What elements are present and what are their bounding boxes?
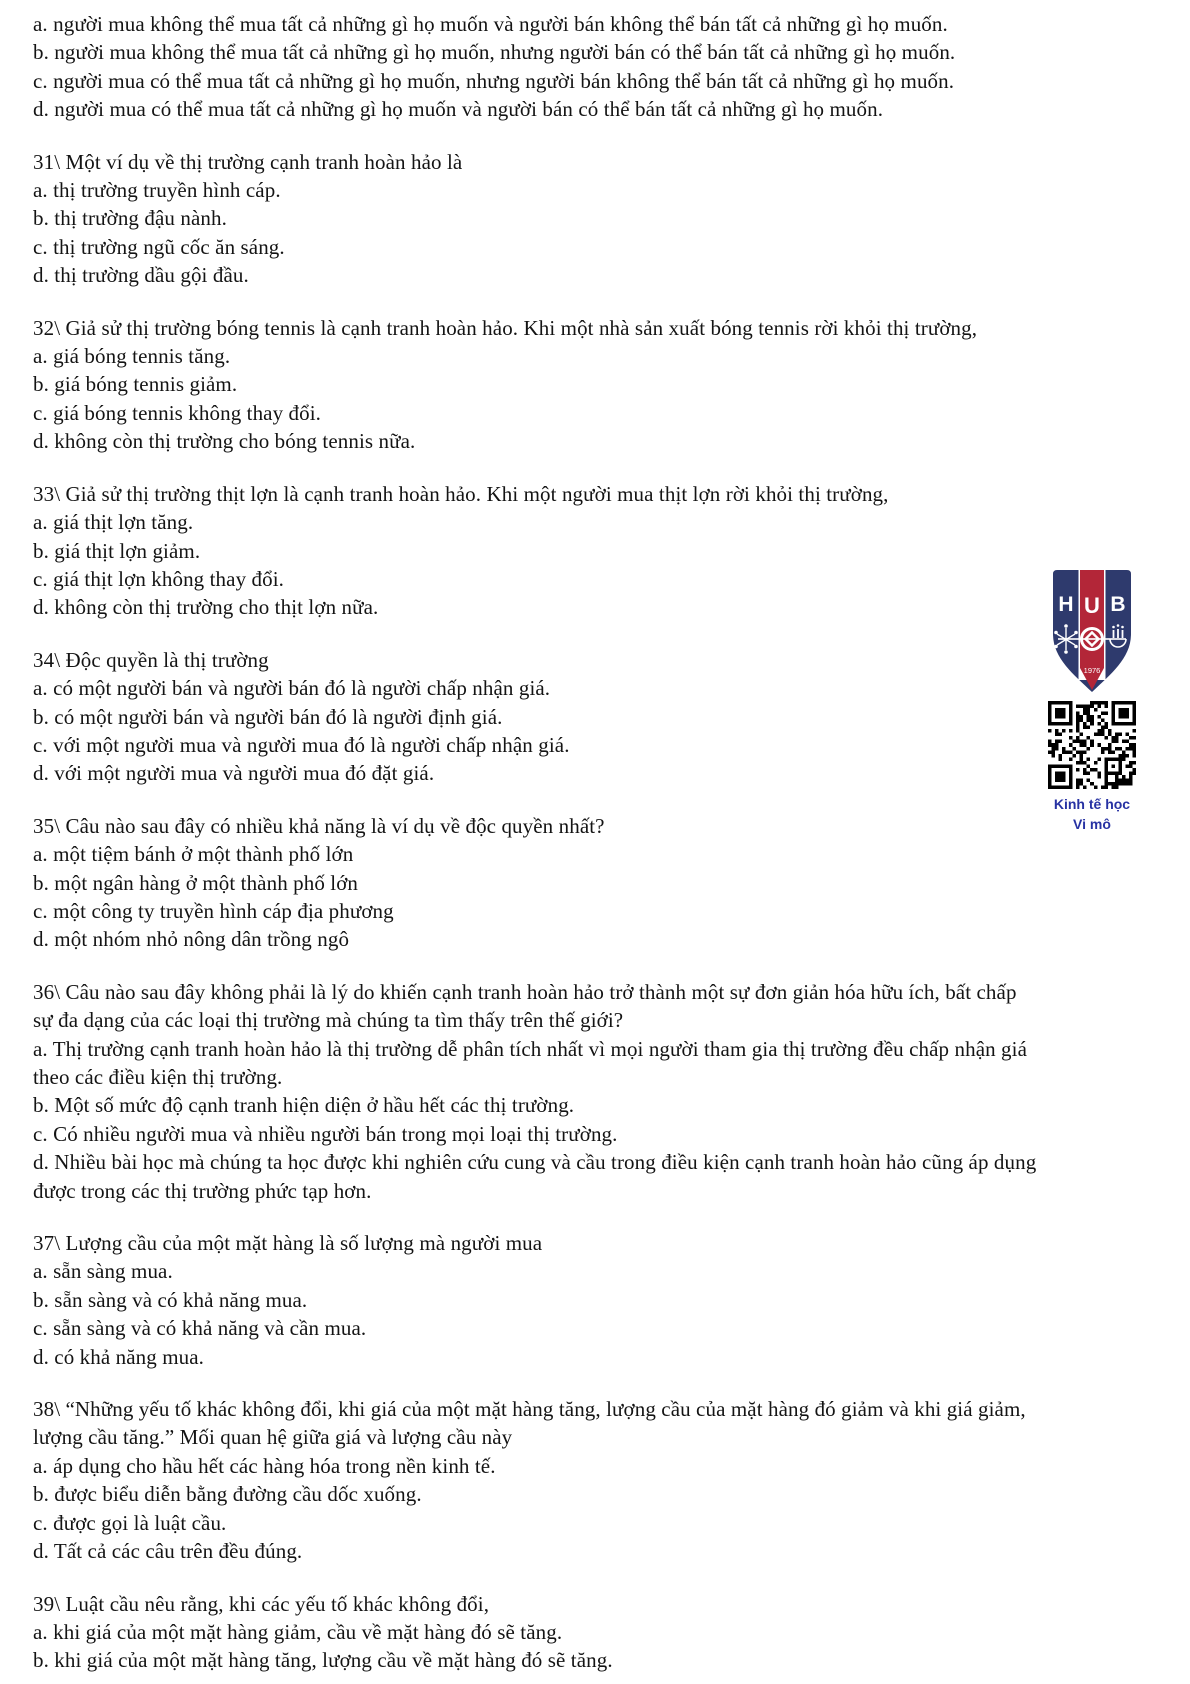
text-line: c. một công ty truyền hình cáp địa phương [33,898,394,923]
text-line: 32\ Giả sử thị trường bóng tennis là cạnh tranh hoàn hảo. Khi một nhà sản xuất bóng tennis rời khỏi thị trường, [33,315,978,340]
question-37 [33,1229,1189,1371]
text-line: theo các điều kiện thị trường. [33,1065,283,1089]
text-line: 33\ Giả sử thị trường thịt lợn là cạnh tranh hoàn hảo. Khi một người mua thịt lợn rời khỏi thị trường, [33,481,889,506]
text-line: a. áp dụng cho hầu hết các hàng hóa trong nền kinh tế. [33,1453,496,1478]
qr-code-icon [1048,701,1136,789]
qr-code [1048,701,1136,789]
text-column [33,10,1189,1675]
text-line: d. có khả năng mua. [33,1344,205,1369]
text-line: a. người mua không thể mua tất cả những gì họ muốn và người bán không thể bán tất cả những gì họ muốn. [33,12,948,36]
question-39 [33,1590,1189,1675]
text-line: d. người mua có thể mua tất cả những gì họ muốn và người bán có thể bán tất cả những gì họ muốn. [33,97,884,122]
text-line: 34\ Độc quyền là thị trường [33,647,269,672]
text-line: b. có một người bán và người bán đó là người định giá. [33,704,503,729]
text-line: b. một ngân hàng ở một thành phố lớn [33,870,359,895]
hub-shield-icon [1051,566,1133,694]
text-line: a. giá thịt lợn tăng. [33,510,194,535]
text-line: a. một tiệm bánh ở một thành phố lớn [33,842,354,867]
text-line: a. sẵn sàng mua. [33,1259,173,1284]
text-line: 38\ “Những yếu tố khác không đổi, khi giá của một mặt hàng tăng, lượng cầu của mặt hàng đó giảm và khi giá giảm, [33,1397,1026,1422]
text-line: c. với một người mua và người mua đó là người chấp nhận giá. [33,732,570,757]
text-line: b. người mua không thể mua tất cả những gì họ muốn, nhưng người bán có thể bán tất cả những gì họ muốn. [33,40,956,65]
text-line: b. khi giá của một mặt hàng tăng, lượng cầu về mặt hàng đó sẽ tăng. [33,1648,613,1673]
question-31 [33,148,1189,290]
text-line: c. được gọi là luật cầu. [33,1510,227,1535]
text-line: b. được biểu diễn bằng đường cầu dốc xuống. [33,1482,422,1507]
text-line: c. giá thịt lợn không thay đổi. [33,566,285,591]
question-38 [33,1395,1189,1565]
text-line: c. sẵn sàng và có khả năng và cần mua. [33,1316,367,1341]
text-line: 31\ Một ví dụ về thị trường cạnh tranh hoàn hảo là [33,149,463,174]
question-34 [33,646,1189,788]
hub-logo [1051,566,1133,694]
logo-letter-u: U [1084,593,1100,618]
branding-block [1038,566,1146,834]
text-line: lượng cầu tăng.” Mối quan hệ giữa giá và lượng cầu này [33,1425,513,1450]
text-line: sự đa dạng của các loại thị trường mà chúng ta tìm thấy trên thế giới? [33,1008,624,1033]
text-line: a. giá bóng tennis tăng. [33,344,231,369]
text-line: b. thị trường đậu nành. [33,206,227,231]
text-line: c. thị trường ngũ cốc ăn sáng. [33,234,285,259]
text-line: 35\ Câu nào sau đây có nhiều khả năng là ví dụ về độc quyền nhất? [33,813,605,838]
qr-caption-line2: Vi mô [1073,816,1111,832]
text-line: c. Có nhiều người mua và nhiều người bán trong mọi loại thị trường. [33,1121,618,1146]
text-line: 36\ Câu nào sau đây không phải là lý do khiến cạnh tranh hoàn hảo trở thành một sự đơn giản hóa hữu ích, bất chấp [33,979,1017,1004]
text-line: b. Một số mức độ cạnh tranh hiện diện ở hầu hết các thị trường. [33,1093,575,1118]
question-32 [33,314,1189,456]
question-35 [33,812,1189,954]
text-line: a. khi giá của một mặt hàng giảm, cầu về mặt hàng đó sẽ tăng. [33,1619,563,1644]
text-line: c. người mua có thể mua tất cả những gì họ muốn, nhưng người bán không thể bán tất cả những gì họ muốn. [33,68,955,93]
text-line: được trong các thị trường phức tạp hơn. [33,1178,372,1203]
logo-letter-b: B [1110,593,1126,616]
text-line: d. không còn thị trường cho thịt lợn nữa. [33,595,379,620]
text-line: d. thị trường dầu gội đầu. [33,263,249,288]
text-line: d. một nhóm nhỏ nông dân trồng ngô [33,927,350,952]
text-line: c. giá bóng tennis không thay đổi. [33,400,322,425]
text-line: b. giá bóng tennis giảm. [33,372,238,397]
text-line: b. sẵn sàng và có khả năng mua. [33,1287,308,1312]
text-line: a. có một người bán và người bán đó là người chấp nhận giá. [33,676,551,701]
text-line: 37\ Lượng cầu của một mặt hàng là số lượng mà người mua [33,1231,543,1256]
text-line: 39\ Luật cầu nêu rằng, khi các yếu tố khác không đổi, [33,1591,490,1616]
qr-caption-line1: Kinh tế học [1053,796,1131,812]
qr-caption [1054,794,1130,834]
question-36 [33,978,1189,1205]
logo-letter-h: H [1058,593,1074,616]
text-line: d. Nhiều bài học mà chúng ta học được khi nghiên cứu cung và cầu trong điều kiện cạnh tranh hoàn hảo cũng áp dụng [33,1150,1037,1175]
question-33 [33,480,1189,622]
text-line: d. không còn thị trường cho bóng tennis nữa. [33,429,416,454]
text-line: b. giá thịt lợn giảm. [33,538,201,563]
text-line: d. Tất cả các câu trên đều đúng. [33,1539,303,1564]
logo-year: 1976 [1083,666,1101,675]
text-line: a. thị trường truyền hình cáp. [33,178,281,203]
text-line: d. với một người mua và người mua đó đặt giá. [33,761,435,786]
continued-question-options [33,10,1189,124]
text-line: a. Thị trường cạnh tranh hoàn hảo là thị trường dễ phân tích nhất vì mọi người tham gia thị trường đều chấp nhận giá [33,1036,1028,1061]
